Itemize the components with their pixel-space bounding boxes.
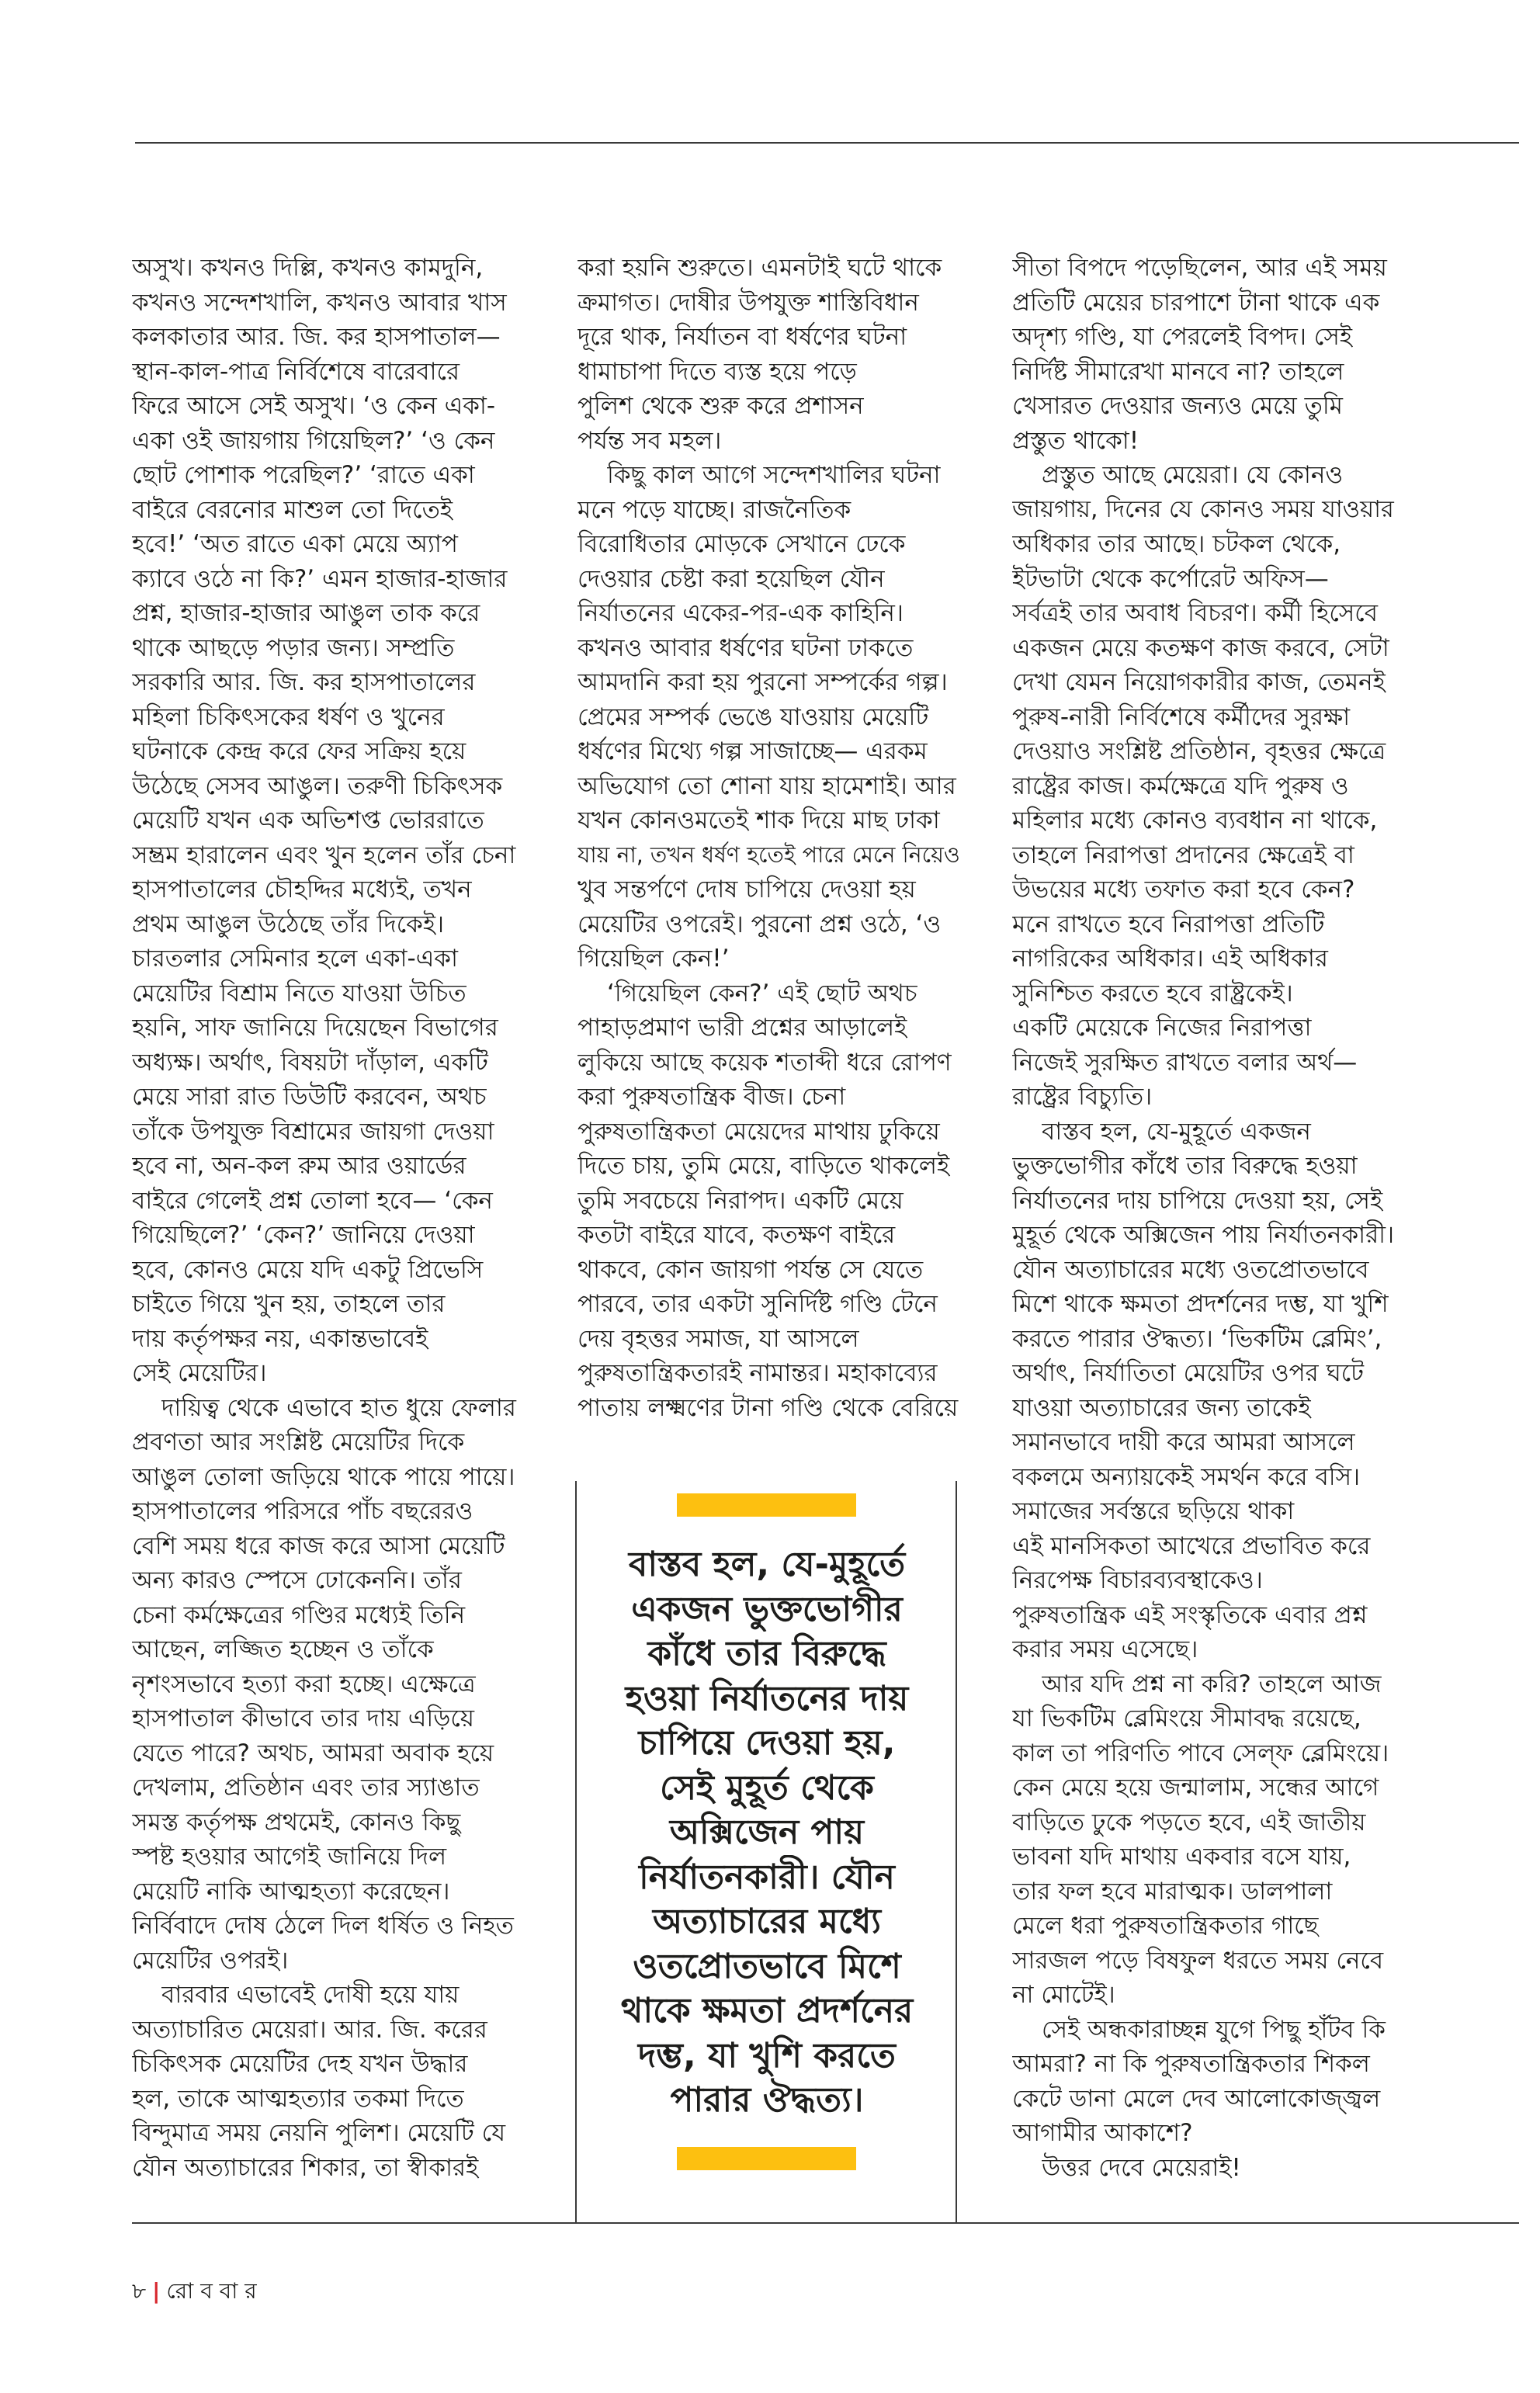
text-line: স্থান-কাল-পাত্র নির্বিশেষে বারেবারে: [132, 357, 460, 386]
text-line: বিন্দুমাত্র সময় নেয়নি পুলিশ। মেয়েটি যে: [132, 2119, 506, 2147]
text-line: পুরুষ-নারী নির্বিশেষে কর্মীদের সুরক্ষা: [1012, 702, 1351, 731]
text-line: গিয়েছিলে?’ ‘কেন?’ জানিয়ে দেওয়া: [132, 1221, 475, 1249]
text-line: প্রথম আঙুল উঠেছে তাঁর দিকেই।: [132, 910, 445, 938]
text-line: মনে রাখতে হবে নিরাপত্তা প্রতিটি: [1012, 910, 1325, 938]
text-line: কেটে ডানা মেলে দেব আলোকোজ্জ্বল: [1012, 2084, 1381, 2113]
text-line: একটি মেয়েকে নিজের নিরাপত্তা: [1012, 1014, 1312, 1042]
pull-quote-line: দম্ভ, যা খুশি করতে: [638, 2035, 896, 2076]
text-line: তাহলে নিরাপত্তা প্রদানের ক্ষেত্রেই বা: [1012, 841, 1354, 869]
text-line: পুলিশ থেকে শুরু করে প্রশাসন: [578, 392, 864, 420]
text-line: অসুখ। কখনও দিল্লি, কখনও কামদুনি,: [132, 254, 484, 282]
page-footer: [132, 2276, 257, 2307]
text-line: মেয়েটির ওপরেই। পুরনো প্রশ্ন ওঠে, ‘ও: [578, 910, 942, 938]
text-line: আমরা? না কি পুরুষতান্ত্রিকতার শিকল: [1012, 2050, 1370, 2078]
text-line: প্রস্তুত থাকো!: [1012, 426, 1139, 455]
text-line: একজন মেয়ে কতক্ষণ কাজ করবে, সেটা: [1012, 633, 1389, 662]
text-line: করার সময় এসেছে।: [1012, 1635, 1198, 1663]
text-line: চেনা কর্মক্ষেত্রের গণ্ডির মধ্যেই তিনি: [132, 1601, 466, 1629]
text-line: হবে না, অন-কল রুম আর ওয়ার্ডের: [132, 1152, 467, 1180]
text-line: প্রস্তুত আছে মেয়েরা। যে কোনও: [1042, 461, 1344, 489]
text-line: যেতে পারে? অথচ, আমরা অবাক হয়ে: [132, 1739, 494, 1767]
text-line: যখন কোনওমতেই শাক দিয়ে মাছ ঢাকা: [578, 806, 940, 834]
text-line: পুরুষতান্ত্রিকতা মেয়েদের মাথায় ঢুকিয়ে: [578, 1117, 940, 1146]
text-line: অধিকার তার আছে। চটকল থেকে,: [1012, 530, 1341, 558]
text-line: কেন মেয়ে হয়ে জন্মালাম, সন্ধের আগে: [1012, 1774, 1379, 1802]
pull-quote-line: পারার ঔদ্ধত্য।: [670, 2080, 864, 2120]
text-line: দায়িত্ব থেকে এভাবে হাত ধুয়ে ফেলার: [161, 1393, 516, 1422]
text-line: মিশে থাকে ক্ষমতা প্রদর্শনের দম্ভ, যা খুশি: [1012, 1290, 1389, 1318]
text-line: হল, তাকে আত্মহত্যার তকমা দিতে: [132, 2084, 464, 2113]
text-line: মেলে ধরা পুরুষতান্ত্রিকতার গাছে: [1012, 1912, 1319, 1940]
text-line: অভিযোগ তো শোনা যায় হামেশাই। আর: [578, 772, 956, 800]
text-line: ভাবনা যদি মাথায় একবার বসে যায়,: [1012, 1843, 1351, 1871]
pull-quote-line: বাস্তব হল, যে-মুহূর্তে: [628, 1545, 906, 1584]
text-line: করা হয়নি শুরুতে। এমনটাই ঘটে থাকে: [578, 254, 942, 282]
text-line: হাসপাতালের পরিসরে পাঁচ বছরেরও: [132, 1497, 473, 1525]
text-line: দূরে থাক, নির্যাতন বা ধর্ষণের ঘটনা: [578, 323, 907, 351]
text-line: ছোট পোশাক পরেছিল?’ ‘রাতে একা: [132, 461, 475, 489]
article-column-3: [1012, 251, 1399, 2191]
text-line: সর্বত্রই তার অবাধ বিচরণ। কর্মী হিসেবে: [1012, 599, 1378, 627]
text-line: ধামাচাপা দিতে ব্যস্ত হয়ে পড়ে: [578, 357, 857, 386]
text-line: প্রতিটি মেয়ের চারপাশে টানা থাকে এক: [1012, 288, 1380, 317]
text-line: বাইরে বেরনোর মাশুল তো দিতেই: [132, 495, 453, 524]
footer-separator: |: [152, 2278, 161, 2304]
text-line: নির্যাতনের একের-পর-এক কাহিনি।: [578, 599, 904, 627]
text-line: মনে পড়ে যাচ্ছে। রাজনৈতিক: [578, 495, 852, 524]
text-line: অত্যাচারিত মেয়েরা। আর. জি. করের: [132, 2015, 487, 2044]
text-line: যৌন অত্যাচারের শিকার, তা স্বীকারই: [132, 2153, 479, 2182]
text-line: যায় না, তখন ধর্ষণ হতেই পারে মেনে নিয়েও: [578, 841, 960, 868]
pull-quote-divider-right: [956, 1481, 957, 2223]
text-line: আগামীর আকাশে?: [1012, 2119, 1193, 2147]
text-line: না মোটেই।: [1012, 1981, 1115, 2009]
text-line: কাল তা পরিণতি পাবে সেল্‌ফ ব্লেমিংয়ে।: [1012, 1739, 1389, 1767]
pull-quote-line: থাকে ক্ষমতা প্রদর্শনের: [620, 1991, 914, 2031]
pull-quote-line: নির্যাতনকারী। যৌন: [639, 1857, 895, 1897]
text-line: অধ্যক্ষ। অর্থাৎ, বিষয়টা দাঁড়াল, একটি: [132, 1048, 488, 1077]
text-line: উঠেছে সেসব আঙুল। তরুণী চিকিৎসক: [132, 772, 503, 800]
text-line: নির্যাতনের দায় চাপিয়ে দেওয়া হয়, সেই: [1012, 1186, 1383, 1215]
text-line: বেশি সময় ধরে কাজ করে আসা মেয়েটি: [132, 1531, 505, 1560]
publication-name: রো ব বা র: [166, 2278, 257, 2304]
pull-quote-line: একজন ভুক্তভোগীর: [631, 1589, 903, 1629]
text-line: প্রশ্ন, হাজার-হাজার আঙুল তাক করে: [132, 599, 480, 627]
pull-quote-accent-bar-bottom: [677, 2147, 856, 2170]
text-line: আর যদি প্রশ্ন না করি? তাহলে আজ: [1042, 1670, 1382, 1698]
text-line: লুকিয়ে আছে কয়েক শতাব্দী ধরে রোপণ: [578, 1048, 952, 1077]
text-line: জায়গায়, দিনের যে কোনও সময় যাওয়ার: [1012, 495, 1394, 523]
text-line: মেয়েটি যখন এক অভিশপ্ত ভোররাতে: [132, 806, 484, 834]
text-line: হবে, কোনও মেয়ে যদি একটু প্রিভেসি: [132, 1255, 484, 1284]
text-line: খেসারত দেওয়ার জন্যও মেয়ে তুমি: [1012, 392, 1344, 420]
text-line: মহিলার মধ্যে কোনও ব্যবধান না থাকে,: [1012, 806, 1378, 834]
text-line: নৃশংসভাবে হত্যা করা হচ্ছে। এক্ষেত্রে: [132, 1670, 476, 1698]
text-line: হয়নি, সাফ জানিয়ে দিয়েছেন বিভাগের: [132, 1014, 498, 1042]
pull-quote-line: কাঁধে তার বিরুদ্ধে: [647, 1634, 886, 1673]
text-line: বাড়িতে ঢুকে পড়তে হবে, এই জাতীয়: [1012, 1808, 1366, 1836]
text-line: বকলমে অন্যায়কেই সমর্থন করে বসি।: [1012, 1462, 1361, 1491]
text-line: আঙুল তোলা জড়িয়ে থাকে পায়ে পায়ে।: [132, 1462, 515, 1491]
text-line: নিরপেক্ষ বিচারব্যবস্থাকেও।: [1012, 1566, 1263, 1594]
text-line: সমস্ত কর্তৃপক্ষ প্রথমেই, কোনও কিছু: [132, 1808, 461, 1836]
text-line: কতটা বাইরে যাবে, কতক্ষণ বাইরে: [578, 1221, 896, 1249]
text-line: সীতা বিপদে পড়েছিলেন, আর এই সময়: [1012, 254, 1387, 282]
text-line: থাকে আছড়ে পড়ার জন্য। সম্প্রতি: [132, 633, 455, 662]
text-line: কলকাতার আর. জি. কর হাসপাতাল—: [132, 323, 501, 351]
text-line: নিজেই সুরক্ষিত রাখতে বলার অর্থ—: [1012, 1048, 1358, 1077]
text-line: উত্তর দেবে মেয়েরাই!: [1042, 2153, 1241, 2182]
text-line: উভয়ের মধ্যে তফাত করা হবে কেন?: [1012, 876, 1355, 903]
text-line: পুরুষতান্ত্রিক এই সংস্কৃতিকে এবার প্রশ্ন: [1012, 1601, 1368, 1629]
text-line: দায় কর্তৃপক্ষর নয়, একান্তভাবেই: [132, 1324, 428, 1353]
text-line: স্পষ্ট হওয়ার আগেই জানিয়ে দিল: [132, 1843, 447, 1871]
text-line: রাষ্ট্রের বিচ্যুতি।: [1012, 1083, 1153, 1111]
text-line: পারবে, তার একটা সুনির্দিষ্ট গণ্ডি টেনে: [578, 1290, 938, 1318]
text-line: ক্রমাগত। দোষীর উপযুক্ত শাস্তিবিধান: [578, 288, 919, 317]
text-line: সরকারি আর. জি. কর হাসপাতালের: [132, 668, 476, 696]
text-line: মেয়ে সারা রাত ডিউটি করবেন, অথচ: [132, 1083, 487, 1111]
text-line: তুমি সবচেয়ে নিরাপদ। একটি মেয়ে: [578, 1186, 904, 1215]
text-line: রাষ্ট্রের কাজ। কর্মক্ষেত্রে যদি পুরুষ ও: [1012, 772, 1349, 800]
bottom-rule: [132, 2222, 1519, 2224]
text-line: মহিলা চিকিৎসকের ধর্ষণ ও খুনের: [132, 702, 445, 731]
pull-quote: [582, 1542, 952, 2132]
text-line: ফিরে আসে সেই অসুখ। ‘ও কেন একা-: [132, 392, 496, 420]
text-line: চারতলার সেমিনার হলে একা-একা: [132, 945, 458, 973]
text-line: অর্থাৎ, নির্যাতিতা মেয়েটির ওপর ঘটে: [1012, 1359, 1365, 1387]
text-line: খুব সন্তর্পণে দোষ চাপিয়ে দেওয়া হয়: [578, 876, 916, 903]
text-line: হাসপাতাল কীভাবে তার দায় এড়িয়ে: [132, 1705, 475, 1732]
text-line: মেয়েটির ওপরই।: [132, 1946, 289, 1975]
page-number: ৮: [132, 2278, 147, 2304]
text-line: সমাজের সর্বস্তরে ছড়িয়ে থাকা: [1012, 1497, 1295, 1525]
text-line: হাসপাতালের চৌহদ্দির মধ্যেই, তখন: [132, 876, 472, 903]
pull-quote-line: অক্সিজেন পায়: [669, 1812, 865, 1852]
text-line: এই মানসিকতা আখেরে প্রভাবিত করে: [1012, 1531, 1371, 1560]
text-line: বাইরে গেলেই প্রশ্ন তোলা হবে— ‘কেন: [132, 1186, 493, 1215]
text-line: কখনও সন্দেশখালি, কখনও আবার খাস: [132, 288, 507, 317]
text-line: মেয়েটির বিশ্রাম নিতে যাওয়া উচিত: [132, 979, 467, 1007]
text-line: গিয়েছিল কেন!’: [578, 945, 730, 973]
text-line: ‘গিয়েছিল কেন?’ এই ছোট অথচ: [607, 979, 917, 1007]
text-line: কিছু কাল আগে সন্দেশখালির ঘটনা: [607, 461, 941, 489]
text-line: যৌন অত্যাচারের মধ্যে ওতপ্রোতভাবে: [1012, 1255, 1369, 1284]
text-line: বিরোধিতার মোড়কে সেখানে ঢেকে: [578, 530, 906, 558]
text-line: দিতে চায়, তুমি মেয়ে, বাড়িতে থাকলেই: [578, 1152, 950, 1180]
text-line: নাগরিকের অধিকার। এই অধিকার: [1012, 945, 1328, 973]
text-line: যা ভিকটিম ব্লেমিংয়ে সীমাবদ্ধ রয়েছে,: [1012, 1705, 1361, 1732]
text-line: পর্যন্ত সব মহল।: [578, 426, 722, 455]
text-line: সারজল পড়ে বিষফুল ধরতে সময় নেবে: [1012, 1946, 1384, 1975]
text-line: কখনও আবার ধর্ষণের ঘটনা ঢাকতে: [578, 633, 914, 662]
text-line: নির্দিষ্ট সীমারেখা মানবে না? তাহলে: [1012, 357, 1344, 386]
text-line: সমানভাবে দায়ী করে আমরা আসলে: [1012, 1428, 1355, 1456]
text-line: ধর্ষণের মিথ্যে গল্প সাজাচ্ছে— এরকম: [578, 737, 928, 765]
text-line: দেওয়ার চেষ্টা করা হয়েছিল যৌন: [578, 564, 885, 593]
text-line: সম্ভ্রম হারালেন এবং খুন হলেন তাঁর চেনা: [132, 841, 516, 869]
text-line: তার ফল হবে মারাত্মক। ডালপালা: [1012, 1877, 1333, 1906]
text-line: ইটভাটা থেকে কর্পোরেট অফিস—: [1012, 564, 1329, 593]
text-line: করতে পারার ঔদ্ধত্য। ‘ভিকটিম ব্লেমিং’,: [1012, 1324, 1382, 1353]
text-line: সেই অন্ধকারাচ্ছন্ন যুগে পিছু হাঁটব কি: [1042, 2015, 1386, 2044]
text-line: নির্বিবাদে দোষ ঠেলে দিল ধর্ষিত ও নিহত: [132, 1912, 514, 1940]
text-line: যাওয়া অত্যাচারের জন্য তাকেই: [1012, 1393, 1311, 1422]
text-line: আছেন, লজ্জিত হচ্ছেন ও তাঁকে: [132, 1635, 434, 1663]
text-line: দেখলাম, প্রতিষ্ঠান এবং তার স্যাঙাত: [132, 1774, 480, 1802]
text-line: সেই মেয়েটির।: [132, 1359, 267, 1387]
text-line: একা ওই জায়গায় গিয়েছিল?’ ‘ও কেন: [132, 426, 495, 455]
text-line: সুনিশ্চিত করতে হবে রাষ্ট্রকেই।: [1012, 979, 1293, 1007]
text-line: চিকিৎসক মেয়েটির দেহ যখন উদ্ধার: [132, 2050, 468, 2078]
text-line: পুরুষতান্ত্রিকতারই নামান্তর। মহাকাব্যের: [578, 1359, 938, 1387]
text-line: দেয় বৃহত্তর সমাজ, যা আসলে: [578, 1324, 859, 1353]
text-line: পাহাড়প্রমাণ ভারী প্রশ্নের আড়ালেই: [578, 1014, 907, 1042]
text-line: বাস্তব হল, যে-মুহূর্তে একজন: [1042, 1117, 1311, 1146]
text-line: অদৃশ্য গণ্ডি, যা পেরলেই বিপদ। সেই: [1012, 323, 1352, 351]
pull-quote-line: সেই মুহূর্ত থেকে: [660, 1767, 874, 1808]
text-line: ঘটনাকে কেন্দ্র করে ফের সক্রিয় হয়ে: [132, 737, 467, 765]
text-line: দেখা যেমন নিয়োগকারীর কাজ, তেমনই: [1012, 668, 1386, 696]
top-rule: [135, 142, 1519, 144]
text-line: দেওয়াও সংশ্লিষ্ট প্রতিষ্ঠান, বৃহত্তর ক্ষেত্রে: [1012, 737, 1386, 765]
text-line: প্রবণতা আর সংশ্লিষ্ট মেয়েটির দিকে: [132, 1428, 465, 1456]
pull-quote-accent-bar-top: [677, 1493, 856, 1517]
text-line: থাকবে, কোন জায়গা পর্যন্ত সে যেতে: [578, 1255, 924, 1284]
text-line: করা পুরুষতান্ত্রিক বীজ। চেনা: [578, 1083, 846, 1111]
pull-quote-divider-left: [575, 1481, 577, 2223]
text-line: আমদানি করা হয় পুরনো সম্পর্কের গল্প।: [578, 668, 948, 696]
article-column-1: [132, 251, 519, 2191]
text-line: হবে!’ ‘অত রাতে একা মেয়ে অ্যাপ: [132, 530, 458, 558]
pull-quote-line: হওয়া নির্যাতনের দায়: [625, 1678, 909, 1718]
text-line: চাইতে গিয়ে খুন হয়, তাহলে তার: [132, 1290, 446, 1318]
text-line: অন্য কারও স্পেসে ঢোকেননি। তাঁর: [132, 1566, 462, 1594]
text-line: ভুক্তভোগীর কাঁধে তার বিরুদ্ধে হওয়া: [1012, 1152, 1358, 1180]
text-line: বারবার এভাবেই দোষী হয়ে যায়: [161, 1981, 460, 2009]
text-line: মুহূর্ত থেকে অক্সিজেন পায় নির্যাতনকারী।: [1012, 1221, 1395, 1249]
text-line: তাঁকে উপযুক্ত বিশ্রামের জায়গা দেওয়া: [132, 1117, 494, 1146]
pull-quote-line: অত্যাচারের মধ্যে: [652, 1902, 882, 1941]
text-line: পাতায় লক্ষ্মণের টানা গণ্ডি থেকে বেরিয়ে: [578, 1393, 959, 1422]
pull-quote-line: চাপিয়ে দেওয়া হয়,: [638, 1723, 896, 1763]
pull-quote-line: ওতপ্রোতভাবে মিশে: [633, 1946, 901, 1986]
text-line: ক্যাবে ওঠে না কি?’ এমন হাজার-হাজার: [132, 564, 508, 593]
text-line: মেয়েটি নাকি আত্মহত্যা করেছেন।: [132, 1877, 450, 1906]
text-line: প্রেমের সম্পর্ক ভেঙে যাওয়ায় মেয়েটি: [578, 702, 929, 731]
